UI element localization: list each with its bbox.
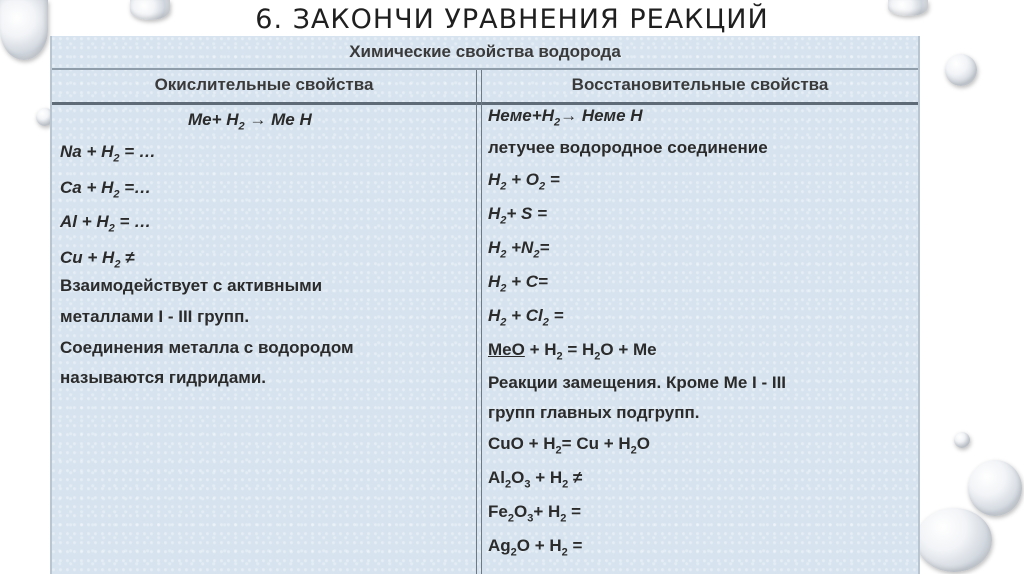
water-drop-decoration (954, 432, 970, 448)
left-description-line: Соединения металла с водородом (60, 338, 354, 357)
right-description-line: групп главных подгрупп. (488, 403, 700, 422)
right-equation-row: $H_2 + Cl_2$ = (488, 306, 564, 329)
left-formula-scheme: $Ме+ H_2$ → Ме Н (188, 110, 312, 133)
right-equation-row: $H_2+ S$ = (488, 204, 548, 227)
left-equation-row: $Ca + H_2$ =… (60, 178, 152, 201)
right-equation-row: CuO + $H_2= Cu + H_2O$ (488, 434, 650, 457)
right-equation-row: $H_2 + O_2$ = (488, 170, 560, 193)
right-description-line: Реакции замещения. Кроме Ме I - III (488, 373, 787, 392)
column-header-oxidizing: Окислительные свойства (154, 75, 374, 94)
left-description-line: металлами I - III групп. (60, 307, 250, 326)
left-equation-row: $Al + H_2$ = … (60, 212, 152, 235)
right-equation-row: $Al_2O_3 + H_2$ ≠ (488, 468, 583, 491)
right-equation-row-meo: MeO + $H_2 = H_2O + Me$ (488, 340, 657, 363)
left-equation-row: $Cu + H_2$ ≠ (60, 248, 135, 271)
water-drop-decoration (945, 54, 977, 86)
right-formula-scheme: $Неме+H_2\to$ Неме Н (488, 106, 643, 129)
left-description-line: Взаимодействует с активными (60, 276, 323, 295)
right-equation-row: $Fe_2O_3+ H_2$ = (488, 502, 582, 525)
slide-title: 6. ЗАКОНЧИ УРАВНЕНИЯ РЕАКЦИЙ (255, 4, 769, 35)
right-equation-row: $Ag_2O + H_2$ = (488, 536, 583, 559)
table-header: Химические свойства водорода (52, 36, 918, 70)
water-drop-decoration (916, 508, 992, 572)
left-description-line: называются гидридами. (60, 368, 267, 387)
water-drop-decoration (968, 460, 1022, 516)
column-header-reducing: Восстановительные свойства (571, 75, 829, 94)
left-equation-row: $Na + H_2$ = … (60, 142, 156, 165)
column-divider (476, 70, 482, 574)
properties-table (50, 36, 920, 574)
right-equation-row: $H_2 +N_2=$ (488, 238, 550, 261)
right-equation-row: $H_2 + C=$ (488, 272, 548, 295)
header-divider (52, 102, 918, 105)
right-description-line: летучее водородное соединение (488, 138, 768, 157)
